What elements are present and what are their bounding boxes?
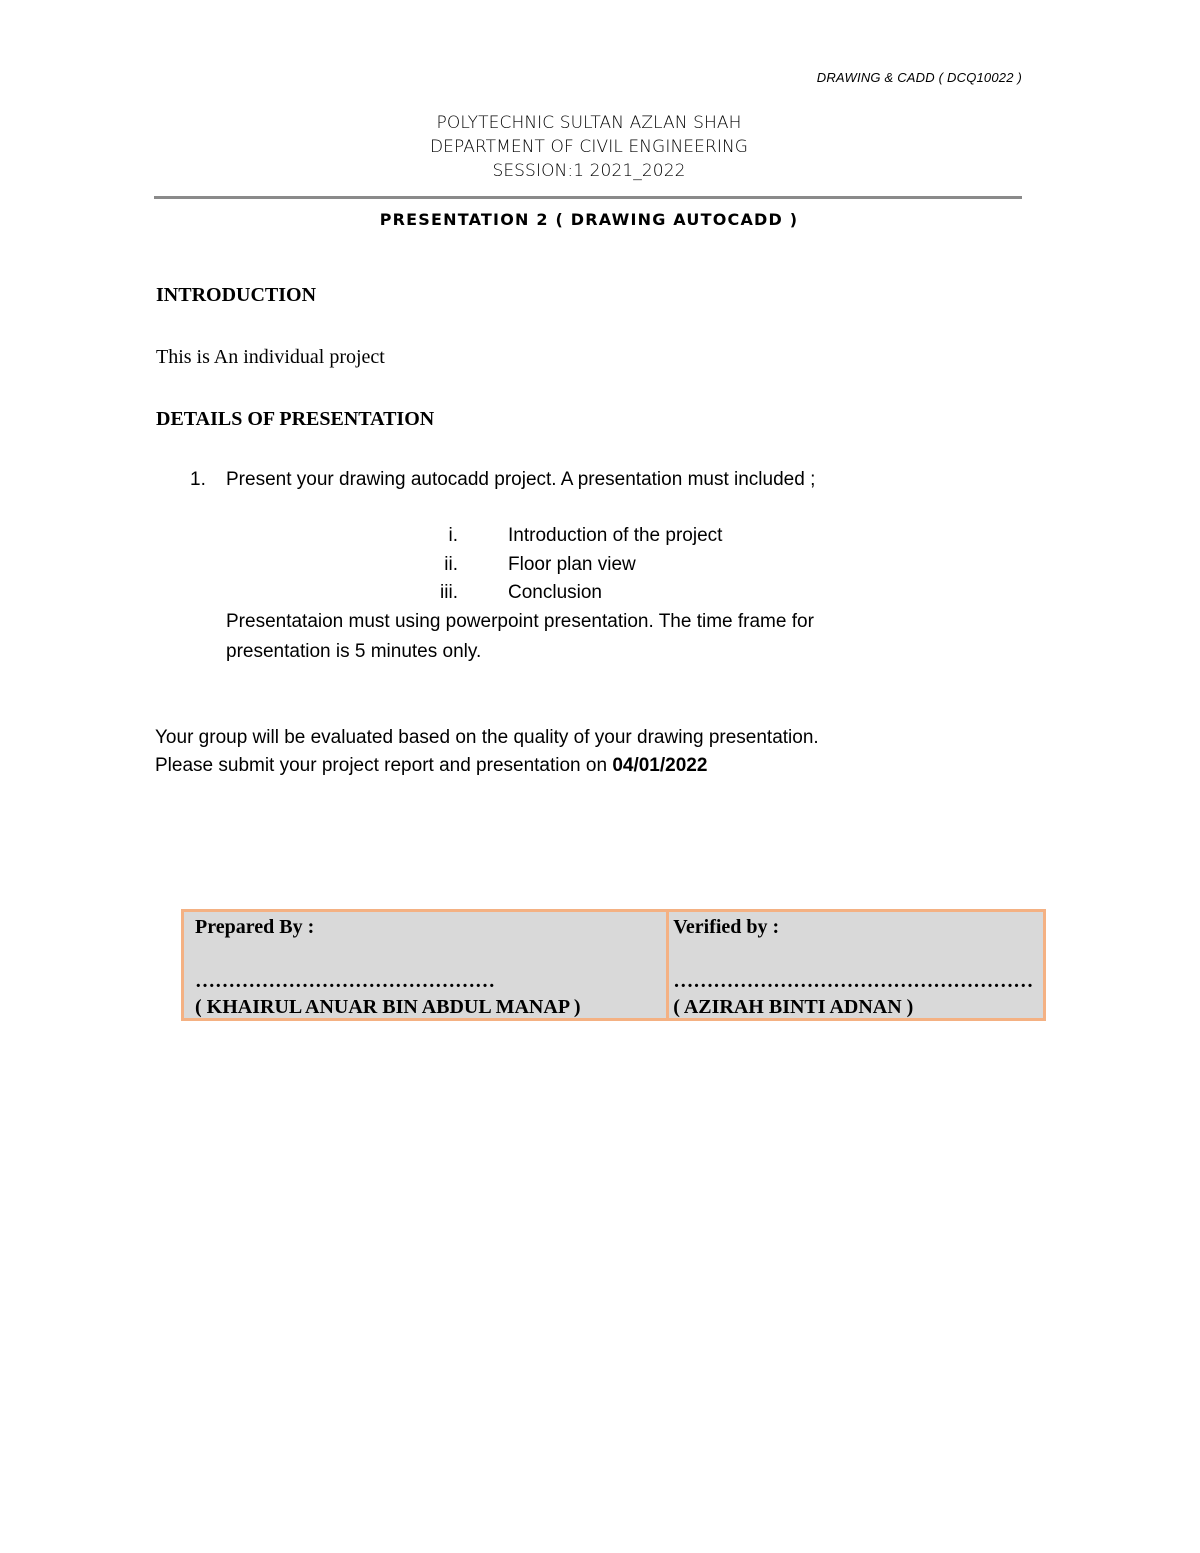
sub-item-text: Floor plan view <box>508 554 636 575</box>
sub-item-numeral: i. <box>448 525 458 546</box>
session-label: SESSION:1 2021_2022 <box>492 161 686 181</box>
sub-item-text: Conclusion <box>508 582 602 603</box>
course-code: DRAWING & CADD ( DCQ10022 ) <box>816 70 1022 85</box>
verified-by-label: Verified by : <box>673 916 780 938</box>
list-item-text: Present your drawing autocadd project. A presentation must included ; <box>226 469 816 490</box>
presentation-note-line2: presentation is 5 minutes only. <box>226 641 482 662</box>
list-item-number: 1. <box>190 469 206 490</box>
sub-item-text: Introduction of the project <box>508 525 723 546</box>
prepared-by-name: ( KHAIRUL ANUAR BIN ABDUL MANAP ) <box>195 996 581 1018</box>
evaluation-line: Your group will be evaluated based on the quality of your drawing presentation. <box>155 727 819 748</box>
due-date: 04/01/2022 <box>612 755 708 776</box>
institution-name: POLYTECHNIC SULTAN AZLAN SHAH <box>436 113 742 133</box>
signature-table <box>181 909 1046 1021</box>
verified-by-signature-line: ……………………………………………… <box>673 970 1034 992</box>
prepared-by-label: Prepared By : <box>195 916 315 938</box>
prepared-by-cell <box>183 911 668 1020</box>
sub-item-numeral: ii. <box>444 554 458 575</box>
document-title: PRESENTATION 2 ( DRAWING AUTOCADD ) <box>379 210 799 229</box>
introduction-text: This is An individual project <box>156 346 385 368</box>
presentation-note-line1: Presentataion must using powerpoint presentation. The time frame for <box>226 611 814 632</box>
header-divider <box>154 196 1022 199</box>
verified-by-cell <box>668 911 1045 1020</box>
sub-item-numeral: iii. <box>440 582 458 603</box>
department-name: DEPARTMENT OF CIVIL ENGINEERING <box>429 137 749 157</box>
submission-line <box>155 755 707 777</box>
introduction-heading: INTRODUCTION <box>156 284 317 306</box>
details-heading: DETAILS OF PRESENTATION <box>156 408 435 430</box>
verified-by-name: ( AZIRAH BINTI ADNAN ) <box>673 996 914 1018</box>
submission-text: Please submit your project report and presentation on <box>155 755 613 776</box>
prepared-by-signature-line: ……………………………………… <box>195 970 495 992</box>
